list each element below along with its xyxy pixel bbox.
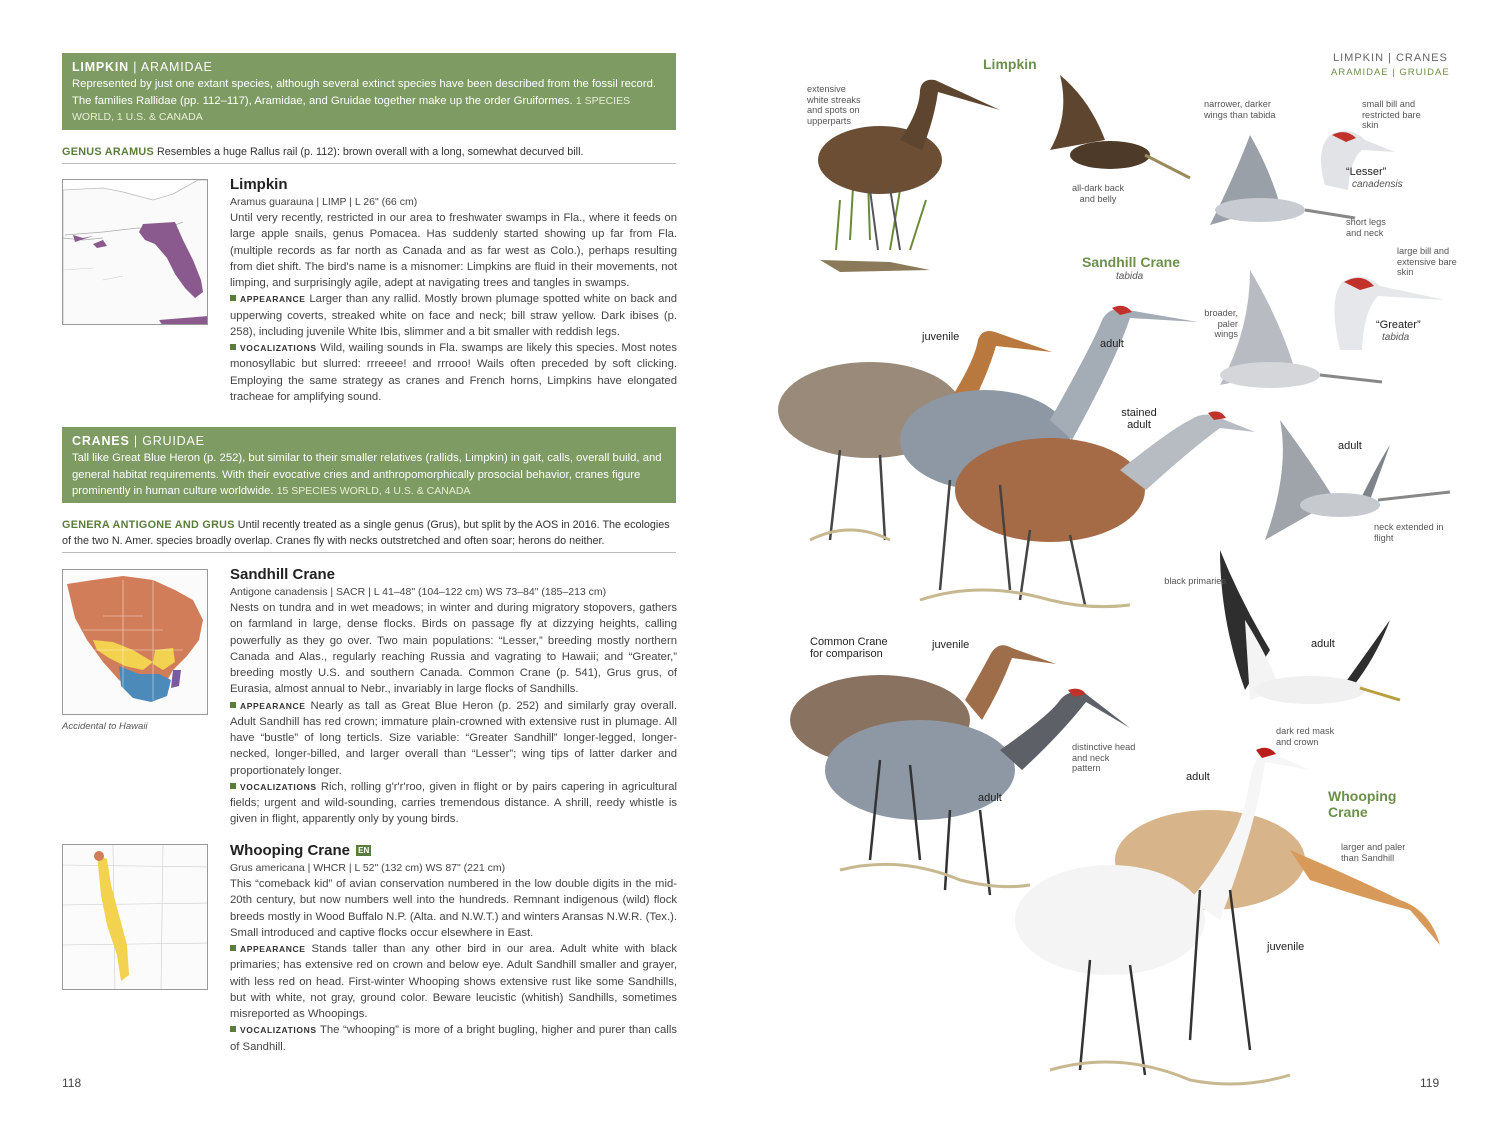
- appearance-text: Stands taller than any other bird in our area. Adult white with black primaries; has extensive red on crown and below eye. Adult Sandhill smaller and grayer, with less red on head. First-winter Whooping shows extensive rust like some Sandhills, but with white, not gray, ground color. Beware leucistic (whitish) Sandhills, sometimes misreported as Whoopings.: [230, 943, 678, 1020]
- family-name: CRANES: [72, 434, 130, 448]
- label-small-bill: small bill and restricted bare skin: [1362, 99, 1421, 130]
- appearance-label: APPEARANCE: [240, 294, 306, 305]
- entry-limpkin: [230, 176, 677, 405]
- label-short-legs: short legs and neck: [1346, 217, 1386, 238]
- label-broader-wings: broader, paler wings: [1204, 308, 1238, 339]
- label-lesser: “Lesser”: [1346, 166, 1387, 178]
- range-map-whooping: [62, 844, 208, 990]
- vocal-text: Rich, rolling g'r'r'roo, given in flight or by pairs capering in agricultural fields; urgent and wild-sounding, carries tremendous distance. A shrill, reedy whistle is given in flight, apparently only by young birds.: [230, 780, 678, 826]
- genus-text: Resembles a huge Rallus rail (p. 112): brown overall with a long, somewhat decurved bill.: [156, 146, 584, 158]
- species-name: Whooping Crane: [230, 842, 350, 859]
- bullet-icon: [230, 783, 236, 789]
- right-page: [750, 0, 1500, 1125]
- appearance-label: APPEARANCE: [240, 944, 306, 954]
- vocal-label: VOCALIZATIONS: [240, 781, 317, 792]
- bullet-icon: [230, 945, 236, 951]
- bullet-icon: [230, 344, 236, 350]
- genus-aramus: [62, 144, 676, 164]
- species-text: Nests on tundra and in wet meadows; in winter and during migratory stopovers, gathers on farmland in large, dense flocks. Birds on passage fly at dizzying heights, calling powerfully as they go over. Two main populations: “Lesser,” breeding mostly northern Canada and Alas., regularly reaching Russia and vagrating to Hawaii; and “Greater,” breeding mostly U.S. and southern Canada. Common Crane (p. 541), Grus grus, of Eurasia, almost annual to Nebr., invariably in large flocks of Sandhills.: [230, 602, 677, 696]
- label-greater: “Greater”: [1376, 319, 1421, 331]
- limpkin-flight-illustration: [1050, 75, 1190, 178]
- family-text: Represented by just one extant species, although several extinct species have been described from the fossil record. The families Rallidae (pp. 112–117), Aramidae, and Gruidae together make up the order Gruiformes.: [72, 78, 657, 107]
- label-adult-2: adult: [978, 792, 1002, 804]
- label-black-primaries: black primaries: [1164, 576, 1226, 586]
- running-header-sci: ARAMIDAE | GRUIDAE: [1331, 67, 1450, 78]
- family-sci: GRUIDAE: [142, 434, 205, 448]
- page-number: 119: [1420, 1076, 1440, 1090]
- label-limpkin-back: all-dark back and belly: [1071, 183, 1125, 204]
- label-distinctive-head: distinctive head and neck pattern: [1072, 742, 1136, 773]
- label-limpkin-streaks: extensive white streaks and spots on upperparts: [807, 84, 861, 126]
- vocal-label: VOCALIZATIONS: [240, 343, 317, 353]
- vocal-text: The “whooping” is more of a bright bugling, higher and purer than calls of Sandhill.: [230, 1024, 677, 1053]
- entry-sandhill: [230, 566, 677, 828]
- crane-plate-illustration: [750, 0, 1500, 1125]
- appearance-text: Larger than any rallid. Mostly brown plumage spotted white on back and upperwing coverts, streaked white on face and neck; bill straw yellow. Dark ibises (p. 258), including juvenile White Ibis, slimmer and a bit smaller with reddish legs.: [230, 293, 678, 338]
- species-text: Until very recently, restricted in our area to freshwater swamps in Fla., where it feeds on large apple snails, genus Pomacea. Has suddenly started showing up far from Fla. (multiple records as far north as Canada and as far west as Colo.), perhaps resulting from diet shift. The bird's name is a misnomer: Limpkins are fluid in their movements, not limping, and surprisingly agile, adept at navigating trees and tangles in swamps.: [230, 212, 677, 289]
- appearance-label: APPEARANCE: [240, 700, 306, 711]
- map-caption: Accidental to Hawaii: [62, 721, 148, 732]
- species-title-whooping: Whooping Crane: [1328, 788, 1397, 820]
- species-title-sandhill: Sandhill Crane: [1082, 254, 1181, 270]
- species-sci: Antigone canadensis | SACR | L 41–48" (104–122 cm) WS 73–84" (185–213 cm): [230, 586, 607, 598]
- vocal-label: VOCALIZATIONS: [240, 1025, 317, 1036]
- label-adult-whooping-flight: adult: [1311, 638, 1335, 650]
- family-box-limpkin: LIMPKIN | ARAMIDAE Represented by just one extant species, although several extinct species have been described from the fossil record. The families Rallidae (pp. 112–117), Aramidae, and Gruidae together make up the order Gruiformes. 1 SPECIES WORLD, 1 U.S. & CANADA: [62, 53, 676, 130]
- label-dark-red-mask: dark red mask and crown: [1276, 726, 1335, 747]
- label-narrower-wings: narrower, darker wings than tabida: [1204, 99, 1276, 120]
- family-stats: 15 SPECIES WORLD, 4 U.S. & CANADA: [276, 485, 471, 498]
- species-name: Sandhill Crane: [230, 566, 336, 583]
- whooping-adult-flight: [1220, 550, 1400, 704]
- label-greater-sci: tabida: [1382, 332, 1410, 343]
- sandhill-crane-group: [778, 306, 1255, 607]
- genus-text: Until recently treated as a single genus (Grus), but split by the AOS in 2016. The ecologies of the two N. Amer. species broadly overlap. Cranes fly with necks outstretched and often soar; herons do neither.: [62, 519, 670, 547]
- species-sci-sandhill: tabida: [1116, 271, 1144, 282]
- family-text: Tall like Great Blue Heron (p. 252), but similar to their smaller relatives (rallids, Limpkin) in gait, calls, overall build, and general habitat requirements. With their evocative cries and anthropomorphically prosocial behavior, cranes figure prominently in human culture worldwide.: [72, 452, 662, 498]
- label-adult-flight: adult: [1338, 440, 1362, 452]
- species-sci: Grus americana | WHCR | L 52" (132 cm) WS 87" (221 cm): [230, 862, 506, 874]
- bullet-icon: [230, 1026, 236, 1032]
- label-neck-extended: neck extended in flight: [1374, 522, 1444, 543]
- range-map-limpkin: [62, 179, 208, 325]
- label-lesser-sci: canadensis: [1352, 179, 1403, 190]
- label-larger-paler: larger and paler than Sandhill: [1341, 842, 1406, 863]
- label-adult: adult: [1100, 338, 1124, 350]
- genus-label: GENERA ANTIGONE AND GRUS: [62, 519, 235, 531]
- label-juvenile-2: juvenile: [932, 639, 970, 651]
- family-sci: ARAMIDAE: [140, 60, 213, 74]
- label-juvenile-3: juvenile: [1267, 941, 1305, 953]
- endangered-badge: EN: [358, 846, 370, 855]
- family-stats: 1 SPECIES WORLD, 1 U.S. & CANADA: [72, 94, 631, 124]
- species-text: This “comeback kid” of avian conservation numbered in the low double digits in the mid-20th century, but now numbers well into the hundreds. Remnant indigenous (wild) flock breeds mostly in Wood Buffalo N.P. (Alta. and N.W.T.) and winters Aransas N.W.R. (Tex.). Small introduced and captive flocks occur elsewhere in East.: [230, 878, 677, 939]
- species-sci: Aramus guarauna | LIMP | L 26" (66 cm): [230, 196, 418, 208]
- family-name: LIMPKIN: [72, 60, 129, 74]
- label-adult-3: adult: [1186, 771, 1210, 783]
- label-stained-adult: stained adult: [1121, 407, 1157, 431]
- genus-label: GENUS ARAMUS: [62, 146, 154, 158]
- running-header: LIMPKIN | CRANES: [1333, 52, 1448, 64]
- species-title-limpkin: Limpkin: [983, 56, 1037, 72]
- page-number: 118: [62, 1076, 82, 1090]
- label-common-crane: Common Crane for comparison: [810, 636, 888, 660]
- family-box-cranes: CRANES | GRUIDAE Tall like Great Blue Heron (p. 252), but similar to their smaller relatives (rallids, Limpkin) in gait, calls, overall build, and general habitat requirements. With their evocative cries and anthropomorphically prosocial behavior, cranes figure prominently in human culture worldwide. 15 SPECIES WORLD, 4 U.S. & CANADA: [62, 427, 676, 503]
- species-name: Limpkin: [230, 176, 288, 193]
- range-map-sandhill: [62, 569, 208, 715]
- label-juvenile: juvenile: [922, 331, 960, 343]
- bullet-icon: [230, 295, 236, 301]
- label-large-bill: large bill and extensive bare skin: [1397, 246, 1457, 277]
- genera-antigone-grus: [62, 517, 676, 553]
- entry-whooping: [230, 842, 677, 1055]
- appearance-text: Nearly as tall as Great Blue Heron (p. 252) and similarly gray overall. Adult Sandhill has red crown; immature plain-crowned with extensive rust in plumage. All have “bustle” of long terticls. Size variable: “Greater Sandhill” longer-legged, longer-necked, longer-billed, and larger overall than “Lesser”; wing tips of latter darker and proportionately longer.: [230, 699, 677, 777]
- bullet-icon: [230, 702, 236, 708]
- vocal-text: Wild, wailing sounds in Fla. swamps are likely this species. Most notes monosyllabic but slurred: rrreeee! and rrrooo! Wails often preceded by soft clicking. Employing the same strategy as cranes and French horns, Limpkins have elongated tracheae for amplifying sound.: [230, 342, 677, 403]
